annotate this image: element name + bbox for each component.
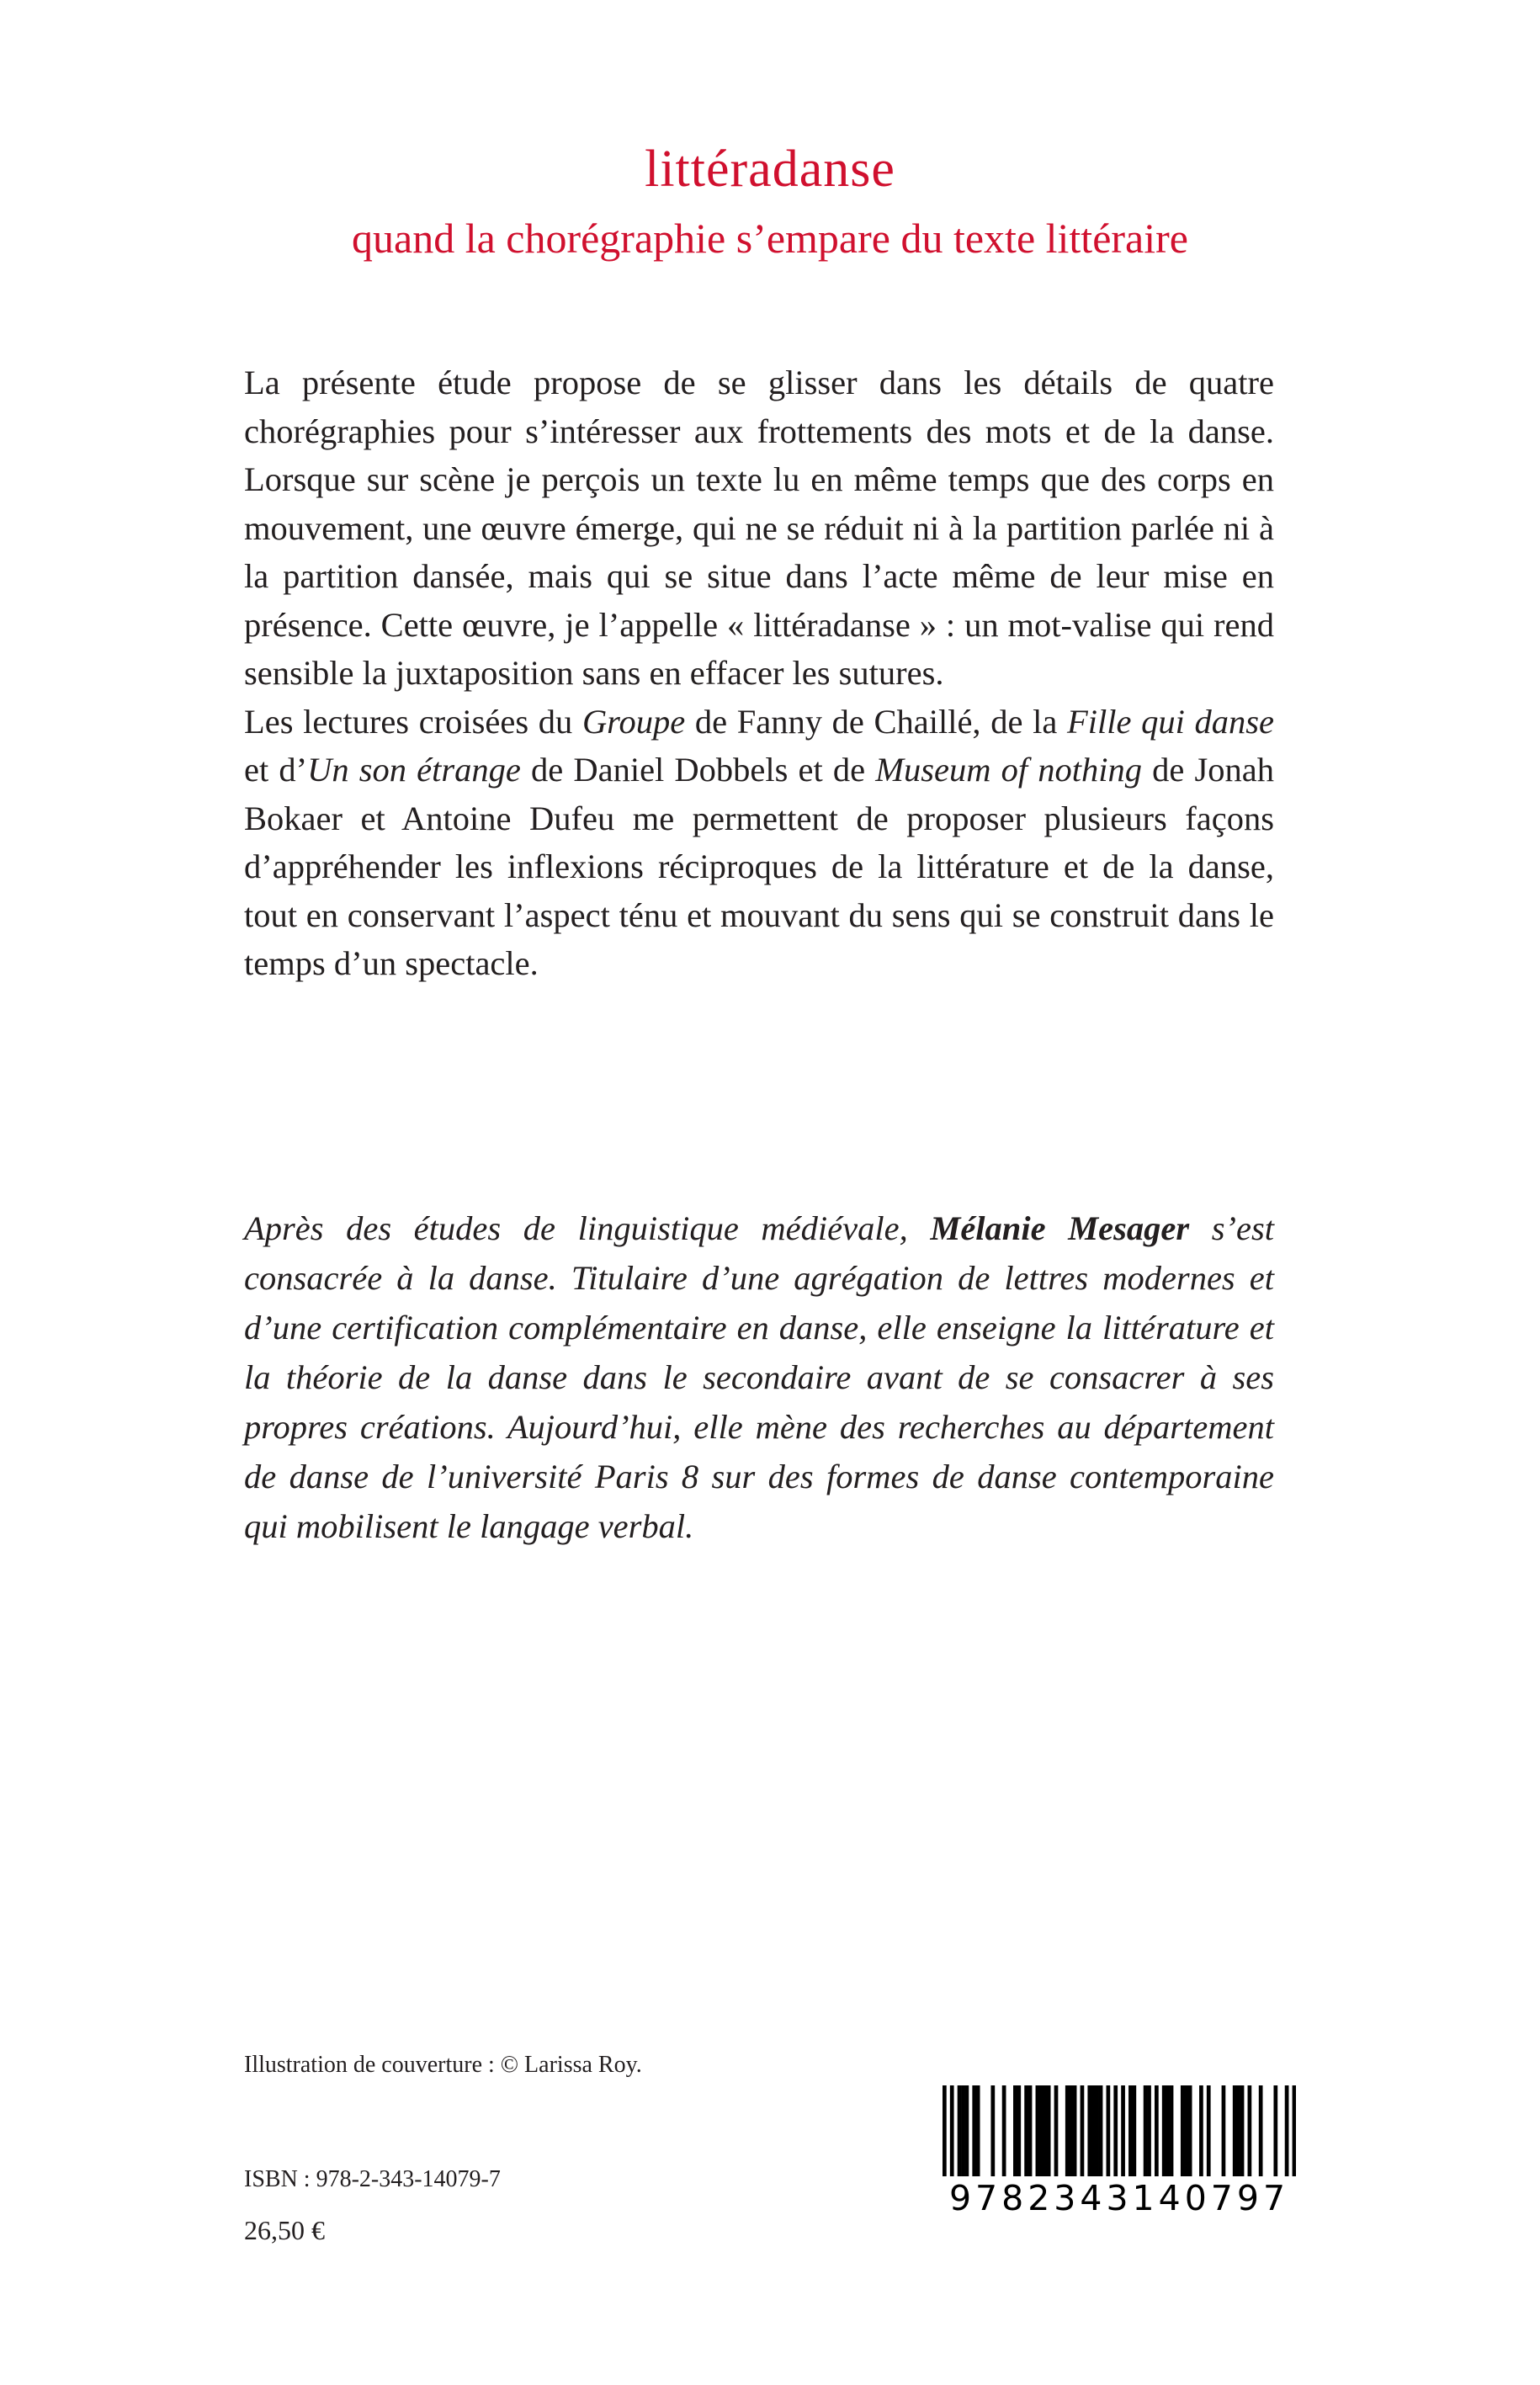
blurb-p2-text-b: de Fanny de Chaillé, de la [685,702,1067,741]
barcode-bar [1233,2085,1237,2176]
bio-text-before: Après des études de linguistique médiévale, [244,1209,931,1247]
book-price: 26,50 € [244,2215,325,2245]
author-biography [244,1203,1274,1551]
illustration-credit: Illustration de couverture : © Larissa Roy. [244,2052,642,2078]
barcode-bar [1036,2085,1040,2176]
barcode-bar [1144,2085,1148,2176]
barcode-bar [1043,2085,1047,2176]
barcode-bar [1069,2085,1073,2176]
barcode-bar [1155,2085,1159,2176]
barcode-bar [972,2085,976,2176]
barcode-bar [1113,2085,1118,2176]
barcode-bar [1285,2085,1289,2176]
blurb-p2-text-c: et d’ [244,751,308,789]
book-subtitle: quand la chorégraphie s’empare du texte littéraire [352,215,1188,262]
barcode-bar [1166,2085,1170,2176]
blurb-p2-text-d: de Daniel Dobbels et de [520,751,876,789]
author-name: Mélanie Mesager [930,1209,1190,1247]
barcode-digits: 9782343140797 [948,2178,1290,2218]
back-cover-blurb [244,359,1274,988]
barcode-bar [1107,2085,1111,2176]
barcode-bar [1207,2085,1211,2176]
barcode-bar [1047,2085,1051,2176]
barcode-bar [1259,2085,1263,2176]
barcode-bar [1147,2085,1151,2176]
barcode-bar [1184,2085,1188,2176]
bio-text-after: s’est consacrée à la danse. Titulaire d’une agrégation de lettres modernes et d’une certification complémentaire en danse, elle enseigne la littérature et la théorie de la danse dans le secondaire avant de se consacrer à ses propres créations. Aujourd’hui, elle mène des recherches au département de danse de l’université Paris 8 sur des formes de danse contemporaine qui mobilisent le langage verbal. [244,1209,1274,1545]
barcode-bar [961,2085,965,2176]
work-title-un-son-etrange: Un son étrange [307,751,521,789]
blurb-p2-text-a: Les lectures croisées du [244,702,582,741]
barcode-bar [1248,2085,1252,2176]
barcode-bar [1188,2085,1192,2176]
barcode-bar [1128,2085,1133,2176]
barcode-bar [1181,2085,1185,2176]
work-title-museum-of-nothing: Museum of nothing [875,751,1143,789]
barcode-bar [1199,2085,1203,2176]
barcode-bar [990,2085,995,2176]
barcode-bar [1017,2085,1021,2176]
barcode-bar [1002,2085,1006,2176]
barcode-bar [1132,2085,1136,2176]
barcode-bar [1087,2085,1091,2176]
barcode-bar [958,2085,962,2176]
barcode-bar [950,2085,954,2176]
barcode-bar [1099,2085,1103,2176]
isbn-number: ISBN : 978-2-343-14079-7 [244,2166,501,2192]
barcode-bar [1073,2085,1077,2176]
barcode-bar [1039,2085,1043,2176]
barcode-bar [1293,2085,1296,2176]
barcode-bar [1091,2085,1096,2176]
work-title-groupe: Groupe [581,702,686,741]
barcode-bar [1054,2085,1059,2176]
barcode-bar [1170,2085,1174,2176]
barcode-bar [1065,2085,1070,2176]
barcode-bar [1081,2085,1085,2176]
book-title: littéradanse [645,141,895,198]
barcode-bar [1273,2085,1277,2176]
barcode-bar [1028,2085,1033,2176]
barcode-bar [1222,2085,1226,2176]
work-title-fille-qui-danse: Fille qui danse [1066,702,1274,741]
barcode-bar [1013,2085,1017,2176]
barcode-bar [976,2085,980,2176]
blurb-paragraph-1: La présente étude propose de se glisser dans les détails de quatre chorégraphies pour s’intéresser aux frottements des mots et de la danse. Lorsque sur scène je perçois un texte lu en même temps que des corps en mouvement, une œuvre émerge, qui ne se réduit ni à la partition parlée ni à la partition dansée, mais qui se situe dans l’acte même de leur mise en présence. Cette œuvre, je l’appelle « littéradanse » : un mot-valise qui rend sensible la juxtaposition sans en effacer les sutures. [244,364,1274,692]
barcode-bar [943,2085,947,2176]
blurb-p2-text-e: de Jonah Bokaer et Antoine Dufeu me permettent de proposer plusieurs façons d’appréhender les inflexions réciproques de la littérature et de la danse, tout en conservant l’aspect ténu et mouvant du sens qui se construit dans le temps d’un spectacle. [244,751,1275,982]
barcode-bar [1121,2085,1125,2176]
barcode-bar [1024,2085,1028,2176]
barcode-bar [1162,2085,1166,2176]
barcode-bar [965,2085,969,2176]
barcode-bar [1236,2085,1240,2176]
barcode-bar [1095,2085,1099,2176]
barcode-bar [1240,2085,1245,2176]
